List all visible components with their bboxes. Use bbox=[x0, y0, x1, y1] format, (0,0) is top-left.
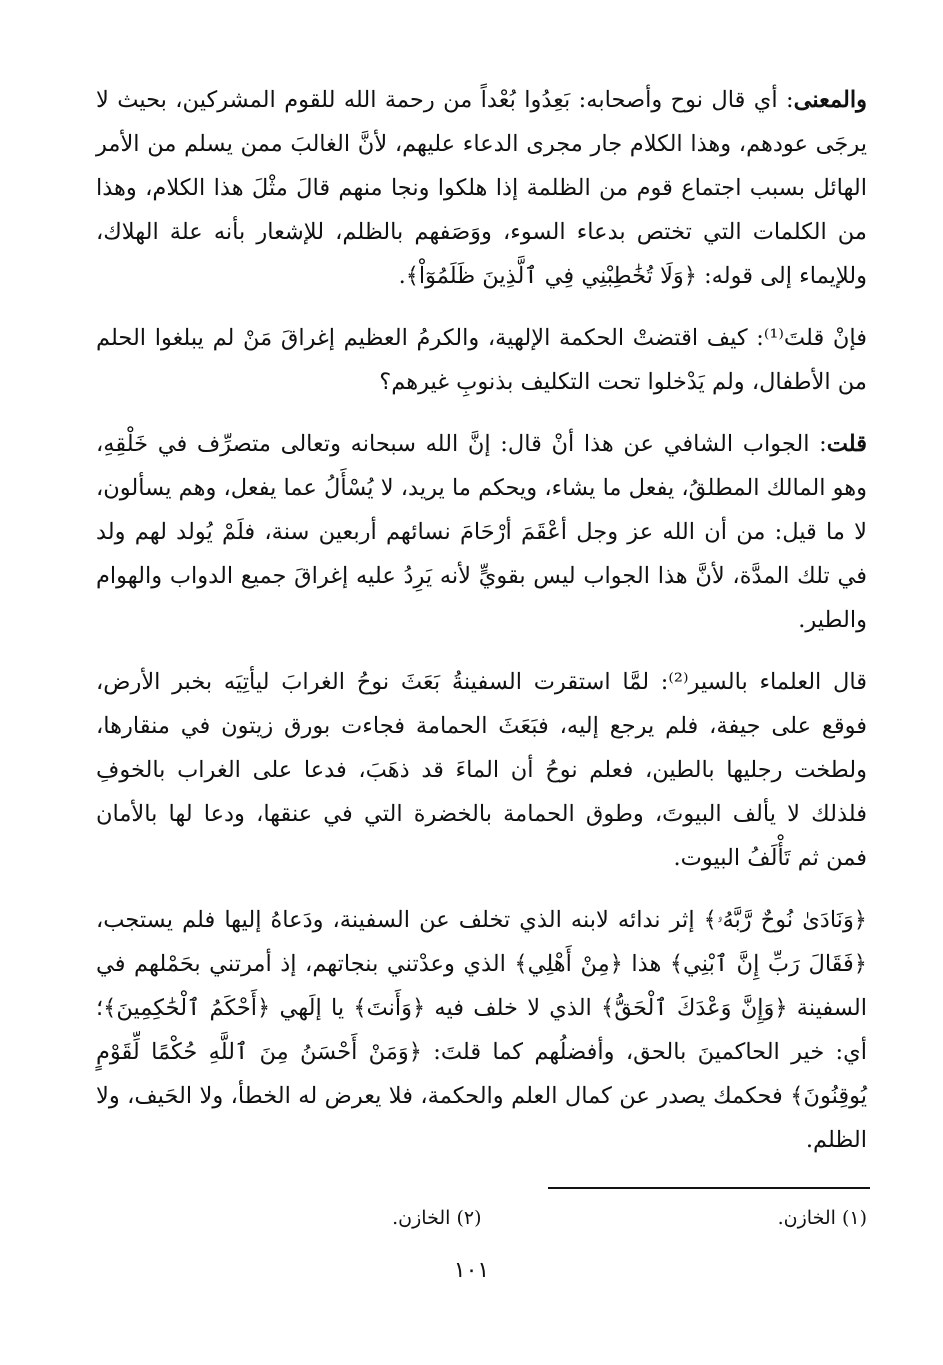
page-number: ١٠١ bbox=[453, 1258, 490, 1283]
paragraph-nuh-call bbox=[96, 898, 867, 1162]
paragraph-answer bbox=[96, 422, 867, 642]
paragraph-meaning bbox=[96, 78, 867, 298]
paragraph-question bbox=[96, 316, 867, 404]
paragraph-text: فإنْ قلتَ⁽¹⁾: كيف اقتضتْ الحكمة الإلهية، والكرمُ العظيم إغراقَ مَنْ لم يبلغوا الحلم من الأطفال، ولم يَدْخلوا تحت التكليف بذنوبِ غيرهم؟ bbox=[96, 325, 867, 395]
footnote-2: (٢) الخازن. bbox=[392, 1207, 482, 1229]
paragraph-text: : الجواب الشافي عن هذا أنْ قال: إنَّ الله سبحانه وتعالى متصرِّف في خَلْقِهِ، وهو المالك المطلقُ، يفعل ما يشاء، ويحكم ما يريد، لا يُسْأَلُ عما يفعل، وهم يسألون، لا ما قيل: من أن الله عز وجل أعْقَمَ أرْحَامَ نسائهم أربعين سنة، فلَمْ يُولد لهم ولد في تلك المدَّة، لأنَّ هذا الجواب ليس بقويٍّ لأنه يَرِدُ عليه إغراقَ جميع الدواب والهوام والطير. bbox=[96, 431, 867, 633]
paragraph-text: : أي قال نوح وأصحابه: بَعِدُوا بُعْداً من رحمة الله للقوم المشركين، بحيث لا يرجَى عودهم، وهذا الكلام جار مجرى الدعاء عليهم، لأنَّ الغالبَ ممن يسلم من الأمر الهائل بسبب اجتماع قوم من الظلمة إذا هلكوا ونجا منهم قالَ مثْلَ هذا الكلام، وهذا من الكلمات التي تختص بدعاء السوء، ووَصَفهم بالظلم، للإشعار بأنه علة الهلاك، وللإيماء إلى قوله: ﴿وَلَا تُخَٰطِبْنِي فِي ٱلَّذِينَ ظَلَمُوٓاْ﴾. bbox=[96, 87, 867, 289]
paragraph-scholars bbox=[96, 660, 867, 880]
paragraph-text: قال العلماء بالسير⁽²⁾: لمَّا استقرت السفينةُ بَعَثَ نوحُ الغرابَ ليأتِيَه بخبر الأرض، فوقع على جيفة، فلم يرجع إليه، فبَعَثَ الحمامة فجاءت بورق زيتون في منقارها، ولطخت رجليها بالطين، فعلم نوحُ أن الماءَ قد ذهَبَ، فدعا على الغراب بالخوفِ فلذلك لا يألف البيوتَ، وطوق الحمامة بالخضرة التي في عنقها، ودعا لها بالأمان فمن ثم تَأْلَفُ البيوت. bbox=[96, 669, 867, 871]
paragraph-text: ﴿وَنَادَىٰ نُوحٌ رَّبَّهُۥ﴾ إثر ندائه لابنه الذي تخلف عن السفينة، ودَعاهُ إليها فلم يستجب، ﴿فَقَالَ رَبِّ إِنَّ ٱبْنِي﴾ هذا ﴿مِنْ أَهْلِي﴾ الذي وعدْتني بنجاتهم، إذ أمرتني بحَمْلهم في السفينة ﴿وَإِنَّ وَعْدَكَ ٱلْحَقُّ﴾ الذي لا خلف فيه ﴿وَأَنتَ﴾ يا إلَهي ﴿أَحْكَمُ ٱلْحَٰكِمِينَ﴾؛ أي: خير الحاكمينَ بالحق، وأفضلُهم كما قلتَ: ﴿وَمَنْ أَحْسَنُ مِنَ ٱللَّهِ حُكْمًا لِّقَوْمٍ يُوقِنُونَ﴾ فحكمك يصدر عن كمال العلم والحكمة، فلا يعرض له الخطأ، ولا الحَيف، ولا الظلم. bbox=[96, 907, 867, 1153]
paragraph-lead-word: والمعنى bbox=[793, 87, 867, 113]
footnotes bbox=[96, 1203, 867, 1233]
footnote-divider bbox=[548, 1187, 870, 1189]
paragraph-lead-word: قلت bbox=[826, 431, 867, 457]
footnote-1: (١) الخازن. bbox=[777, 1207, 867, 1229]
